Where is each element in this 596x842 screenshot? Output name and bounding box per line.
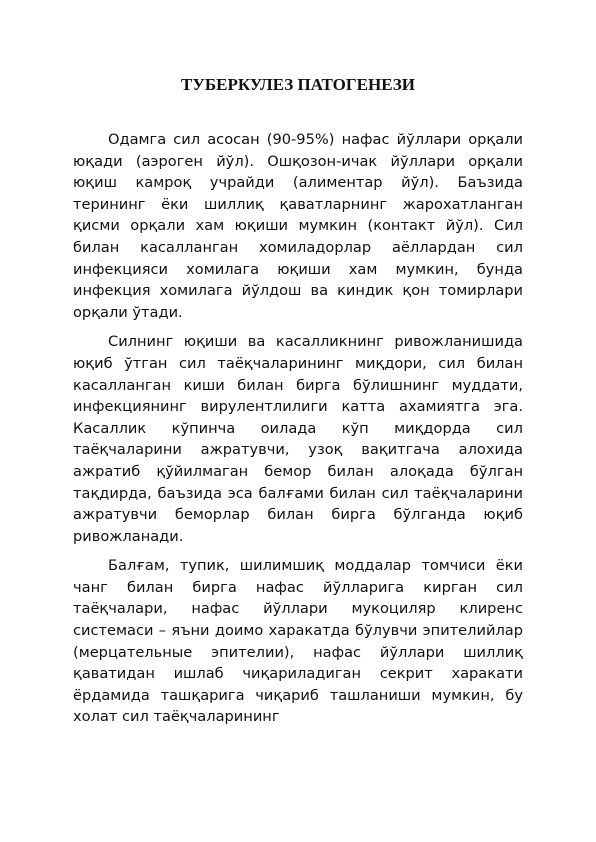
paragraph-3: Балғам, тупик, шилимшиқ моддалар томчиси ёки чанг билан бирга нафас йўлларига кирган сил таёқчалари, нафас йўллари мукоциляр клиренс системаси – яъни доимо харакатда бўлувчи эпителийлар (мерцательные эпителии), нафас йўллари шиллиқ қаватидан ишлаб чиқариладиган секрит харакати ёрдамида ташқарига чиқариб ташланиши мумкин, бу холат сил таёқчаларининг <box>73 557 523 726</box>
paragraph-1: Одамга сил асосан (90-95%) нафас йўллари орқали юқади (аэроген йўл). Ошқозон-ичак йўллари орқали юқиш камроқ учрайди (алиментар йўл). Баъзида терининг ёки шиллиқ қаватларнинг жарохатланган қисми орқали хам юқиши мумкин (контакт йўл). Сил билан касалланган хомиладорлар аёллардан сил инфекцияси хомилага юқиши хам мумкин, бунда инфекция хомилага йўлдош ва киндик қон томирлари орқали ўтади. <box>73 131 523 321</box>
document-body <box>73 129 523 736</box>
paragraph-2: Силнинг юқиши ва касалликнинг ривожланишида юқиб ўтган сил таёқчаларининг миқдори, сил билан касалланган киши билан бирга бўлишнинг муддати, инфекциянинг вирулентлилиги катта ахамиятга эга. Касаллик кўпинча оилада кўп миқдорда сил таёқчаларини ажратувчи, узоқ вақитгача алохида ажратиб қўйилмаган бемор билан алоқада бўлган тақдирда, баъзида эса балғами билан сил таёқчаларини ажратувчи беморлар билан бирга бўлганда юқиб ривожланади. <box>73 333 523 545</box>
page-title: ТУБЕРКУЛЕЗ ПАТОГЕНЕЗИ <box>181 75 415 94</box>
